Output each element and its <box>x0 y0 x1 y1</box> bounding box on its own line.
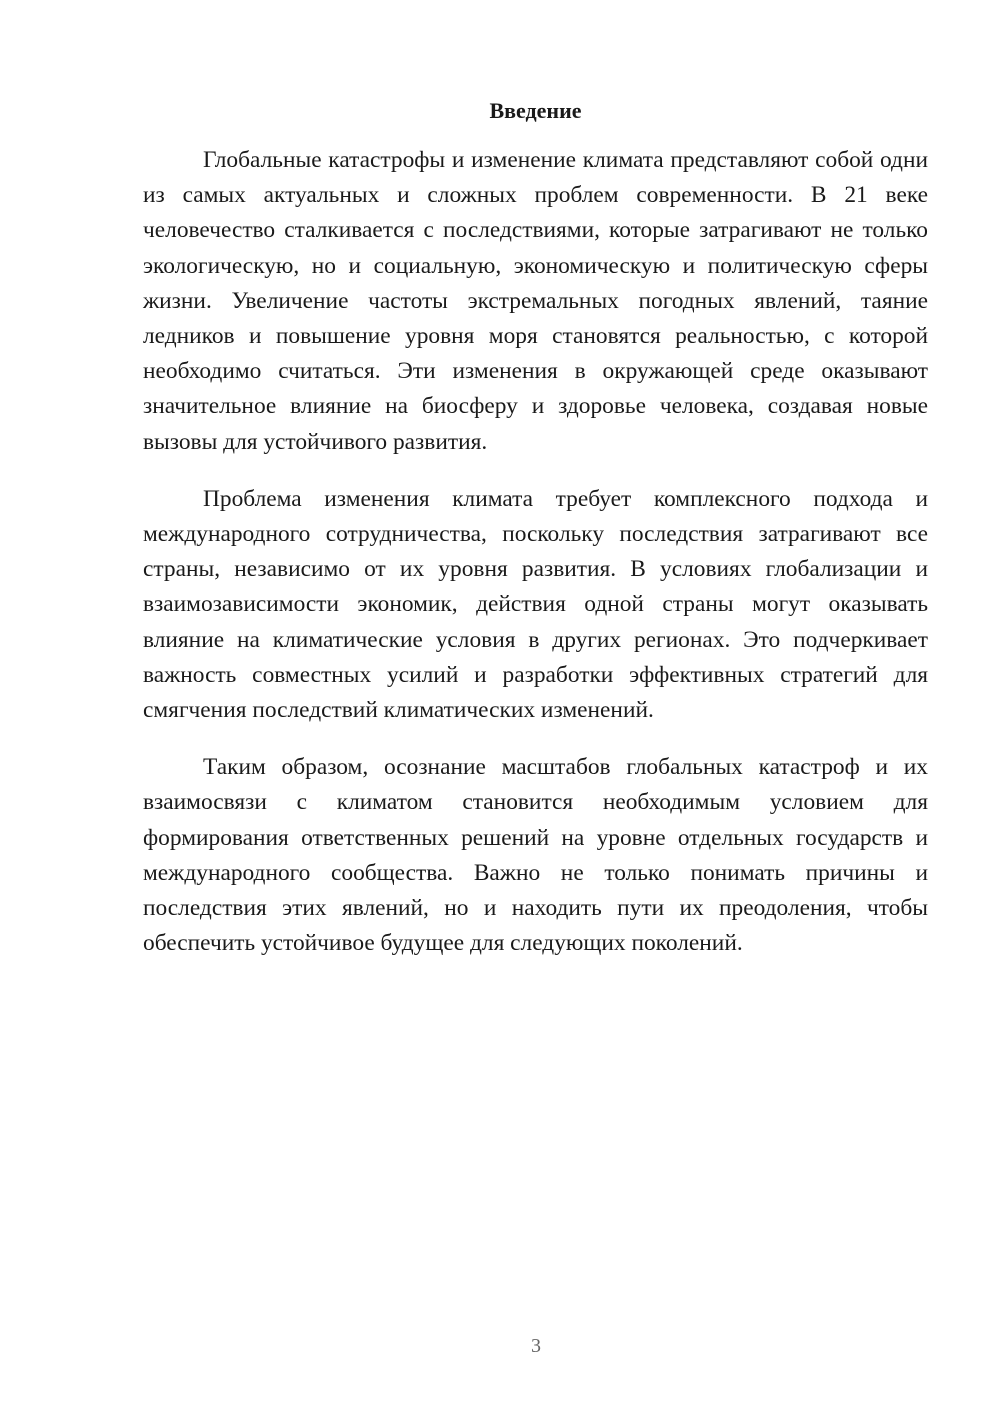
body-text <box>143 143 928 961</box>
section-heading: Введение <box>489 98 582 123</box>
paragraph-3: Таким образом, осознание масштабов глобальных катастроф и их взаимосвязи с климатом становится необходимым условием для формирования ответственных решений на уровне отдельных государств и международного сообщества. Важно не только понимать причины и последствия этих явлений, но и находить пути их преодоления, чтобы обеспечить устойчивое будущее для следующих поколений. <box>143 754 928 957</box>
page-number: 3 <box>531 1335 541 1357</box>
paragraph-2: Проблема изменения климата требует комплексного подхода и международного сотрудничества, поскольку последствия затрагивают все страны, независимо от их уровня развития. В условиях глобализации и взаимозависимости экономик, действия одной страны могут оказывать влияние на климатические условия в других регионах. Это подчеркивает важность совместных усилий и разработки эффективных стратегий для смягчения последствий климатических изменений. <box>143 485 928 724</box>
paragraph-1: Глобальные катастрофы и изменение климата представляют собой одни из самых актуальных и сложных проблем современности. В 21 веке человечество сталкивается с последствиями, которые затрагивают не только экологическую, но и социальную, экономическую и политическую сферы жизни. Увеличение частоты экстремальных погодных явлений, таяние ледников и повышение уровня моря становятся реальностью, с которой необходимо считаться. Эти изменения в окружающей среде оказывают значительное влияние на биосферу и здоровье человека, создавая новые вызовы для устойчивого развития. <box>143 147 928 455</box>
